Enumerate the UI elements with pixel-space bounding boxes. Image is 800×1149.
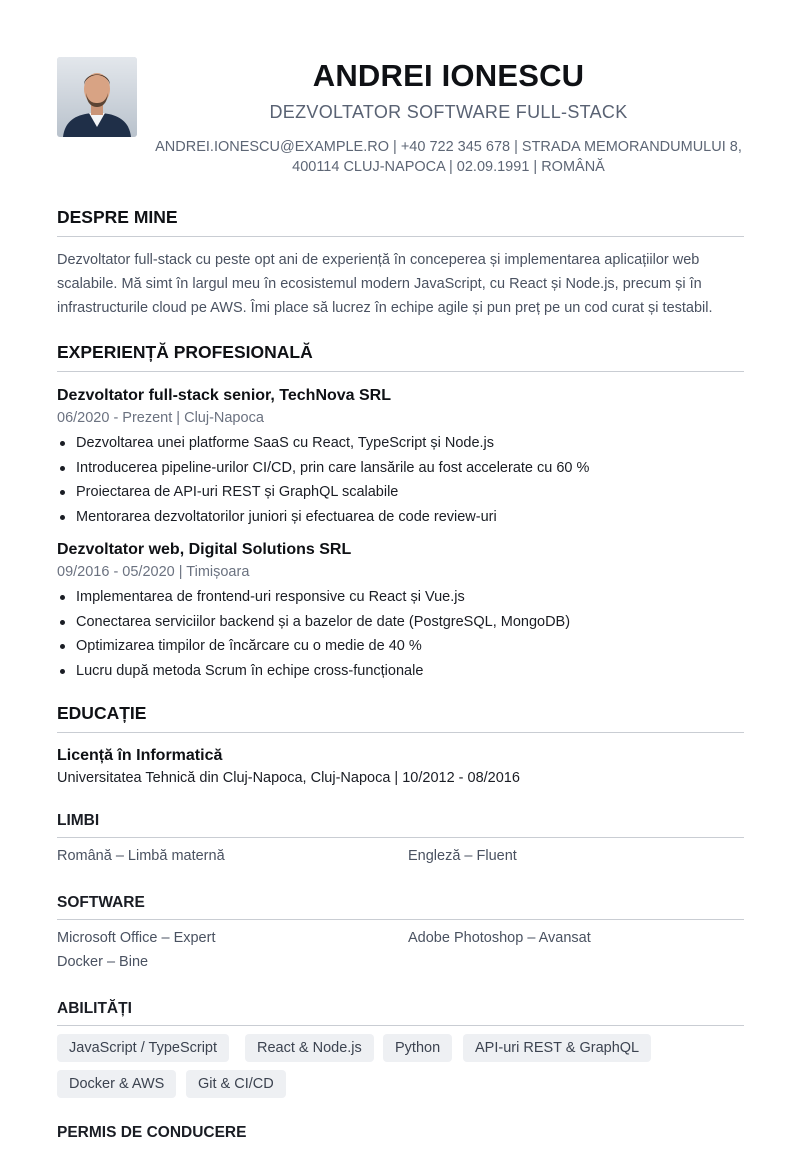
skill-tag: Docker & AWS [57, 1070, 176, 1098]
list-item: Mentorarea dezvoltatorilor juniori și efectuarea de code review-uri [57, 505, 744, 530]
list-item: Lucru după metoda Scrum în echipe cross-funcționale [57, 659, 744, 684]
job-meta: 09/2016 - 05/2020 | Timișoara [57, 564, 250, 580]
resume-header [137, 56, 760, 177]
skill-tag: API-uri REST & GraphQL [463, 1034, 651, 1062]
section-title-skills: ABILITĂȚI [57, 1000, 744, 1026]
software-item: Microsoft Office – Expert [57, 930, 216, 946]
job-title: Dezvoltator full-stack senior, TechNova SRL [57, 387, 392, 404]
section-title-languages: LIMBI [57, 812, 744, 838]
contact-line: ANDREI.IONESCU@EXAMPLE.RO | +40 722 345 678 | STRADA MEMORANDUMULUI 8, [155, 139, 742, 155]
job-bullets [57, 431, 744, 529]
language-item: Română – Limbă maternă [57, 848, 225, 864]
job-title: Dezvoltator web, Digital Solutions SRL [57, 541, 352, 558]
contact-line: 400114 CLUJ-NAPOCA | 02.09.1991 | ROMÂNĂ [292, 159, 605, 175]
education-school: Universitatea Tehnică din Cluj-Napoca, Cluj-Napoca | 10/2012 - 08/2016 [57, 770, 520, 786]
section-title-experience: EXPERIENȚĂ PROFESIONALĂ [57, 342, 744, 372]
avatar [57, 57, 137, 137]
skill-tag: Python [383, 1034, 452, 1062]
skill-tag: React & Node.js [245, 1034, 374, 1062]
list-item: Dezvoltarea unei platforme SaaS cu React, TypeScript și Node.js [57, 431, 744, 456]
software-item: Docker – Bine [57, 954, 149, 970]
skill-tag: Git & CI/CD [186, 1070, 286, 1098]
section-title-education: EDUCAȚIE [57, 703, 744, 733]
list-item: Introducerea pipeline-urilor CI/CD, prin care lansările au fost accelerate cu 60 % [57, 456, 744, 481]
job-bullets [57, 585, 744, 683]
list-item: Implementarea de frontend-uri responsive cu React și Vue.js [57, 585, 744, 610]
about-text: Dezvoltator full-stack cu peste opt ani de experiență în conceperea și implementarea aplicațiilor web scalabile. Mă simt în largul meu în ecosistemul modern JavaScript, cu React și Node.js, precum și în infrastructurile cloud pe AWS. Îmi place să lucrez în echipe agile și pun preț pe un cod curat și testabil. [57, 252, 713, 316]
software-item: Adobe Photoshop – Avansat [408, 930, 591, 946]
skill-tag: JavaScript / TypeScript [57, 1034, 229, 1062]
job-entry [57, 385, 744, 529]
list-item: Conectarea serviciilor backend și a bazelor de date (PostgreSQL, MongoDB) [57, 610, 744, 635]
list-item: Proiectarea de API-uri REST și GraphQL scalabile [57, 480, 744, 505]
profile-photo [57, 57, 137, 137]
job-entry [57, 539, 744, 683]
language-item: Engleză – Fluent [408, 848, 517, 864]
candidate-name: ANDREI IONESCU [312, 58, 585, 93]
education-entry [57, 745, 744, 789]
contact-info [137, 137, 760, 177]
candidate-job-title: DEZVOLTATOR SOFTWARE FULL-STACK [269, 102, 628, 122]
list-item: Optimizarea timpilor de încărcare cu o medie de 40 % [57, 634, 744, 659]
job-meta: 06/2020 - Prezent | Cluj-Napoca [57, 410, 264, 426]
section-title-driving-license: PERMIS DE CONDUCERE [57, 1124, 247, 1141]
section-title-software: SOFTWARE [57, 894, 744, 920]
section-title-about: DESPRE MINE [57, 207, 744, 237]
education-degree: Licență în Informatică [57, 747, 223, 764]
